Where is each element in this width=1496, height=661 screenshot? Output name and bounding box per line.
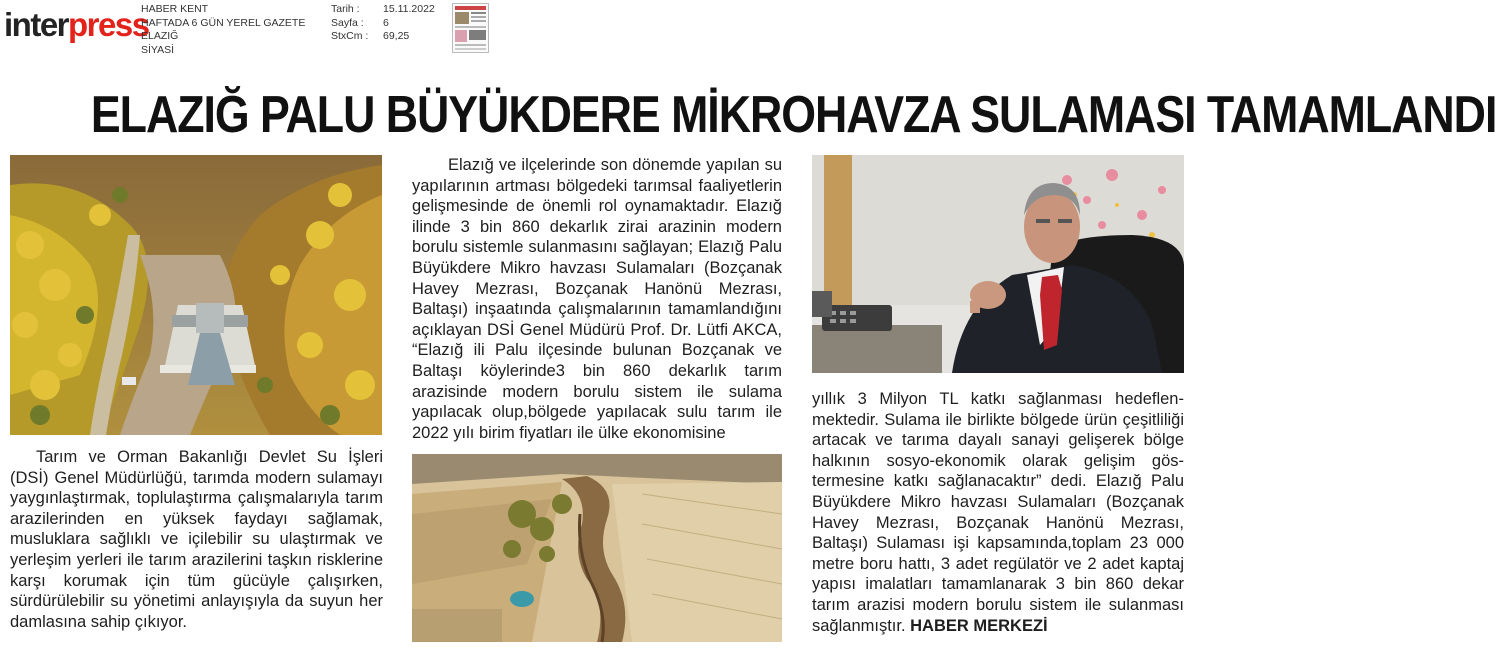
page-label: Sayfa : (331, 16, 364, 29)
article-column-2: Elazığ ve ilçelerinde son dönemde yapılan su yapılarının artması bölgedeki tarımsal faaliyetlerin gelişmesinde de önemli rol oynamaktadır. Elazığ ilinde 3 bin 860 dekarlık zirai arazinin modern borulu sistemle sulanmasını sağlayan; Elazığ Palu Büyükdere Mikro havzası Sulamaları (Bozçanak Havey Mezrası, Bozçanak Hanönü Mezrası, Baltaşı) inşaatında çalışmalarının tamamlandığını açıklayan DSİ Genel Müdürü Prof. Dr. Lütfi AKCA, “Elazığ ili Palu ilçesinde bulunan Bozçanak ve Baltaşı köylerinde3 bin 860 dekarlık tarım arazisinde modern borulu sistem ile sulama yapılacak olup,bölgede yapılacak sulu tarım ile 2022 yılı birim fiyatları ile ülke ekonomisine (412, 156, 782, 442)
farmland-canal-photo (412, 454, 782, 642)
stcm-value: 69,25 (383, 30, 410, 42)
article-byline: HABER MERKEZİ (910, 616, 1048, 635)
publication-frequency: HAFTADA 6 GÜN YEREL GAZETE (141, 16, 306, 29)
publication-section: SİYASİ (141, 43, 175, 56)
article-column-1: Tarım ve Orman Bakanlığı Devlet Su İşleri (DSİ) Genel Müdürlüğü, tarımda modern sulamayı yaygınlaştırmak, toplulaştırma çalışmalarıyla tarım arazilerinden en yüksek faydayı sağlamak, musluklara sağlıklı ve içilebilir su ulaştırmak ve yerleşim yerleri ile tarım arazilerini taşkın risklerine karşı korumak için tüm gücüyle çalışırken, sürdürülebilir su yönetimi anlayışıyla da suyun her damlasına sahip çıkıyor. (10, 448, 383, 631)
page-value: 6 (383, 16, 389, 29)
interpress-logo (4, 8, 149, 41)
logo-part-inter: inter (4, 6, 69, 43)
date-value: 15.11.2022 (383, 3, 435, 15)
page-row (331, 17, 435, 31)
page-thumbnail[interactable] (452, 3, 489, 53)
date-label: Tarih : (331, 3, 360, 15)
stcm-label: StxCm : (331, 30, 369, 42)
publication-city: ELAZIĞ (141, 30, 179, 42)
logo-part-press: press (68, 6, 149, 43)
article-column-3 (812, 389, 1184, 636)
clipping-details (331, 3, 435, 44)
general-manager-portrait (812, 155, 1184, 373)
publication-name: HABER KENT (141, 3, 209, 15)
article-column-3-text: yıllık 3 Milyon TL katkı sağlanması hedeflenmektedir. Sulama ile birlikte bölgede ürün çeşitliliği artacak ve tarıma dayalı sanayi gelişerek bölge halkının sosyo-ekonomik olarak gelişim göstermesine katkı sağlanacaktır” dedi. Elazığ Palu Büyükdere Mikro havzası Sulamaları (Bozçanak Havey Mezrası, Bozçanak Hanönü Mezrası, Baltaşı) Sulaması işi kapsamında,toplam 23 000 metre boru hattı, 3 adet regülatör ve 2 adet kaptaj yapısı imalatları tamamlanarak 3 bin 860 dekar tarım arazisi modern borulu sistem ile sulanması sağlanmıştır. (812, 390, 1184, 635)
article-headline: ELAZIĞ PALU BÜYÜKDERE MİKROHAVZA SULAMASI TAMAMLANDI (90, 86, 1496, 144)
date-row (331, 3, 435, 17)
publication-info (141, 3, 305, 57)
stcm-row (331, 30, 435, 44)
regulator-aerial-photo (10, 155, 382, 435)
